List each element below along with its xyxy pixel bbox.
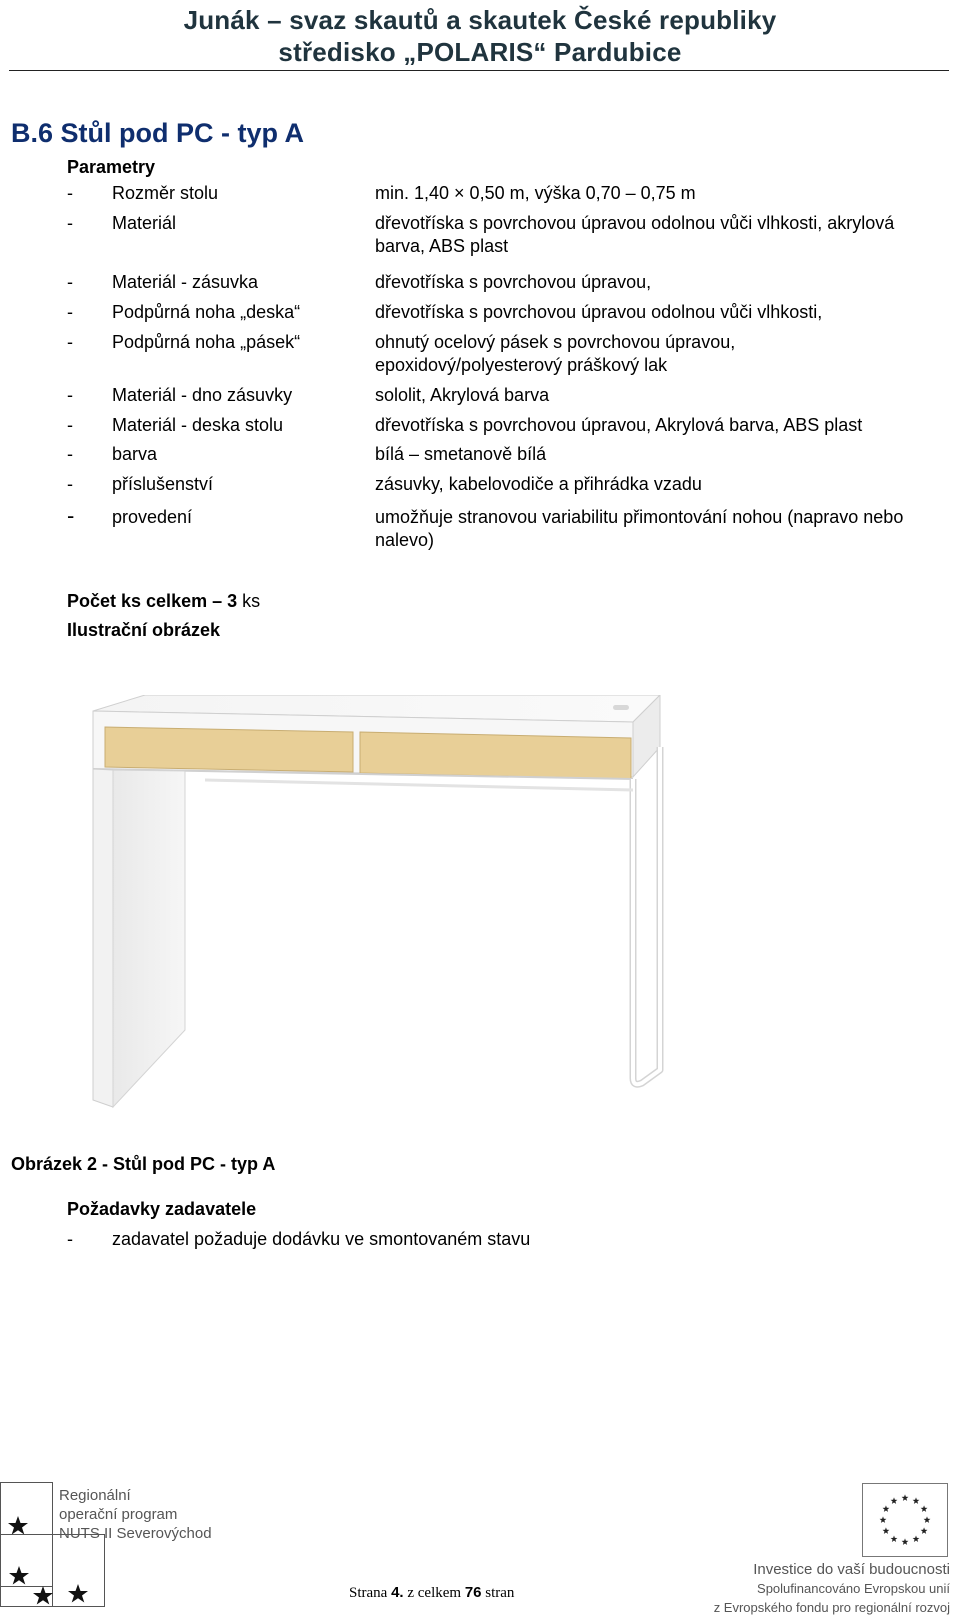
header-organization: Junák – svaz skautů a skautek České republiky	[183, 5, 777, 35]
eu-line-3: z Evropského fondu pro regionální rozvoj	[713, 1600, 950, 1615]
eu-funding-text	[700, 1560, 950, 1617]
param-label: příslušenství	[112, 474, 214, 494]
param-value: dřevotříska s povrchovou úpravou odolnou vůči vlhkosti,	[375, 302, 823, 322]
header-divider	[9, 70, 949, 71]
rop-line-2: operační program	[59, 1506, 178, 1523]
parameters-heading: Parametry	[67, 157, 156, 177]
param-label: Materiál - dno zásuvky	[112, 385, 293, 405]
header-branch: středisko „POLARIS“ Pardubice	[278, 37, 682, 67]
eu-line-2: Spolufinancováno Evropskou unií	[757, 1581, 950, 1596]
rop-line-3: NUTS II Severovýchod	[59, 1525, 212, 1542]
page-current: 4.	[391, 1584, 404, 1601]
list-dash: -	[67, 444, 73, 464]
figure-caption: Obrázek 2 - Stůl pod PC - typ A	[11, 1154, 276, 1174]
page-number	[349, 1584, 514, 1602]
leg-panel-front	[93, 769, 113, 1107]
param-value: min. 1,40 × 0,50 m, výška 0,70 – 0,75 m	[375, 183, 696, 203]
eu-flag-icon	[862, 1483, 948, 1557]
param-value: ohnutý ocelový pásek s povrchovou úpravou, epoxidový/polyesterový práškový lak	[375, 332, 736, 375]
param-label: Materiál - deska stolu	[112, 415, 284, 435]
count-unit: ks	[242, 591, 261, 611]
param-value: dřevotříska s povrchovou úpravou odolnou vůči vlhkosti, akrylová barva, ABS plast	[375, 213, 895, 256]
total-count	[67, 591, 260, 612]
param-label: Materiál	[112, 213, 177, 233]
eu-line-1: Investice do vaší budoucnosti	[753, 1561, 950, 1578]
param-value: dřevotříska s povrchovou úpravou, Akrylová barva, ABS plast	[375, 415, 863, 435]
leg-panel-side	[113, 770, 185, 1107]
desk-illustration	[85, 695, 665, 1110]
page-suffix: stran	[485, 1585, 515, 1601]
requirement-item	[0, 1229, 960, 1253]
list-dash: -	[67, 272, 73, 292]
list-dash: -	[67, 415, 73, 435]
list-dash: -	[67, 302, 73, 322]
document-header	[0, 4, 960, 68]
count-number: 3	[227, 591, 238, 611]
list-dash: -	[67, 503, 75, 528]
list-dash: -	[67, 474, 73, 494]
param-label: provedení	[112, 507, 193, 527]
leg-metal-strip	[633, 747, 660, 1084]
rop-line-1: Regionální	[59, 1487, 131, 1504]
list-dash: -	[67, 183, 73, 203]
param-value: zásuvky, kabelovodiče a přihrádka vzadu	[375, 474, 702, 494]
desk-image	[85, 695, 665, 1110]
illustration-heading: Ilustrační obrázek	[67, 620, 221, 640]
param-label: barva	[112, 444, 158, 464]
param-label: Podpůrná noha „pásek“	[112, 332, 301, 352]
list-dash: -	[67, 385, 73, 405]
drawer-right	[360, 732, 631, 779]
param-label: Podpůrná noha „deska“	[112, 302, 301, 322]
rop-program-text	[59, 1486, 212, 1543]
list-dash: -	[67, 1229, 73, 1249]
page-total: 76	[464, 1584, 482, 1601]
cable-hole	[613, 705, 629, 710]
param-value: sololit, Akrylová barva	[375, 385, 550, 405]
param-label: Materiál - zásuvka	[112, 272, 259, 292]
count-label: Počet ks celkem –	[67, 591, 223, 611]
section-title: B.6 Stůl pod PC - typ A	[11, 118, 304, 148]
list-dash: -	[67, 332, 73, 352]
list-dash: -	[67, 213, 73, 233]
drawer-left	[105, 727, 353, 772]
param-label: Rozměr stolu	[112, 183, 219, 203]
page-middle: z celkem	[407, 1585, 462, 1601]
param-value: bílá – smetanově bílá	[375, 444, 547, 464]
requirement-text: zadavatel požaduje dodávku ve smontovaném stavu	[112, 1229, 531, 1249]
param-value: umožňuje stranovou variabilitu přimontování nohou (napravo nebo nalevo)	[375, 507, 904, 550]
page-prefix: Strana	[349, 1585, 388, 1601]
param-value: dřevotříska s povrchovou úpravou,	[375, 272, 652, 292]
requirements-heading: Požadavky zadavatele	[67, 1199, 257, 1219]
